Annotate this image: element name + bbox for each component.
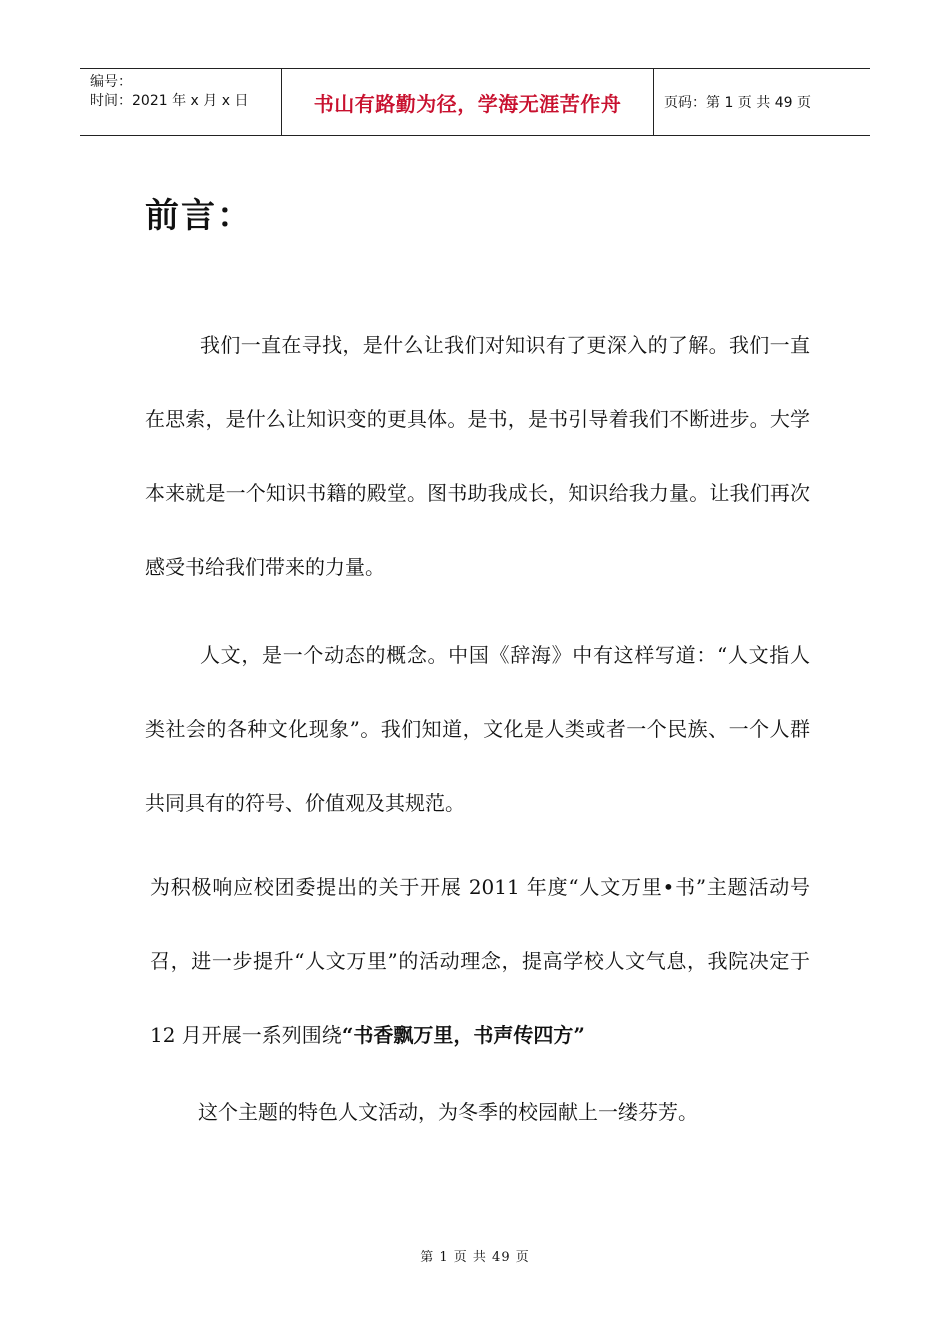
page-header	[80, 68, 870, 136]
section-title: 前言：	[145, 196, 253, 236]
document-date-label: 时间：2021 年 x 月 x 日	[90, 93, 249, 109]
header-meta-cell	[80, 69, 282, 135]
paragraph-3-text: 为积极响应校团委提出的关于开展 2011 年度“人文万里•书”主题活动号召，进一步提升“人文万里”的活动理念，提高学校人文气息，我院决定于 12 月开展一系列围绕	[150, 875, 810, 1047]
paragraph-1: 我们一直在寻找，是什么让我们对知识有了更深入的了解。我们一直在思索，是什么让知识变的更具体。是书，是书引导着我们不断进步。大学本来就是一个知识书籍的殿堂。图书助我成长，知识给我力量。让我们再次感受书给我们带来的力量。	[145, 333, 810, 579]
header-page-info: 页码：第 1 页 共 49 页	[664, 95, 811, 111]
paragraph-4: 这个主题的特色人文活动，为冬季的校园献上一缕芬芳。	[198, 1100, 698, 1124]
document-number-label: 编号：	[90, 74, 132, 90]
paragraph-3	[150, 850, 810, 1072]
paragraph-3-emphasis: “书香飘万里，书声传四方”	[341, 1023, 585, 1047]
paragraph-2: 人文，是一个动态的概念。中国《辞海》中有这样写道：“人文指人类社会的各种文化现象”。我们知道，文化是人类或者一个民族、一个人群共同具有的符号、价值观及其规范。	[145, 643, 810, 815]
page-footer: 第 1 页 共 49 页	[420, 1250, 530, 1265]
header-motto: 书山有路勤为径，学海无涯苦作舟	[282, 69, 654, 135]
